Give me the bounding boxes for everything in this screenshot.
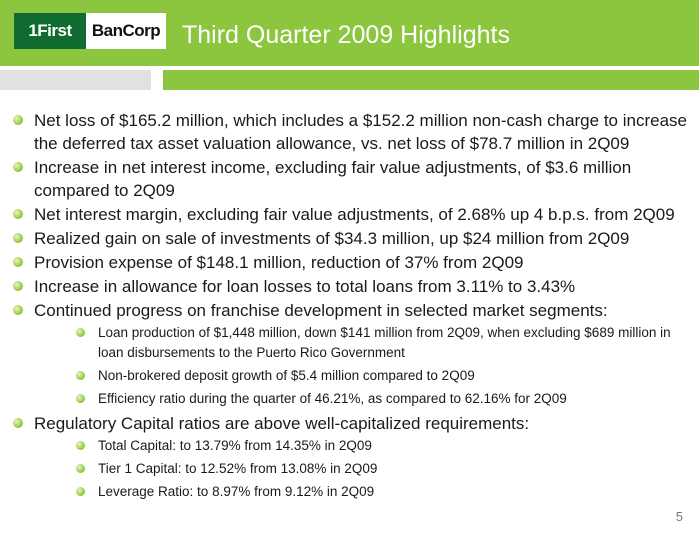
sub-bullet-dot-icon (76, 441, 85, 450)
bullet-dot-icon (13, 281, 23, 291)
bullet-item (10, 156, 694, 202)
bullet-text: Net interest margin, excluding fair value adjustments, of 2.68% up 4 b.p.s. from 2Q09 (34, 205, 675, 224)
gray-divider-strip (0, 70, 151, 90)
firstbancorp-logo (14, 13, 166, 49)
bullet-item (10, 203, 694, 226)
bullet-dot-icon (13, 209, 23, 219)
bullet-dot-icon (13, 305, 23, 315)
green-divider-strip (163, 70, 699, 90)
bullet-text: Increase in net interest income, excluding fair value adjustments, of $3.6 million compared to 2Q09 (34, 158, 632, 200)
sub-bullet-text: Efficiency ratio during the quarter of 46.21%, as compared to 62.16% for 2Q09 (98, 391, 567, 406)
sub-bullet-dot-icon (76, 371, 85, 380)
bullet-text: Provision expense of $148.1 million, reduction of 37% from 2Q09 (34, 253, 524, 272)
bullet-dot-icon (13, 257, 23, 267)
bullet-text: Regulatory Capital ratios are above well-capitalized requirements: (34, 414, 530, 433)
logo-bancorp-text: BanCorp (91, 21, 161, 40)
bullet-item (10, 251, 694, 274)
bullet-dot-icon (13, 162, 23, 172)
bullet-text: Net loss of $165.2 million, which includes a $152.2 million non-cash charge to increase the deferred tax asset valuation allowance, vs. net loss of $78.7 million in 2Q09 (34, 111, 687, 153)
sub-bullet-dot-icon (76, 487, 85, 496)
sub-bullet-item (10, 436, 694, 456)
bullet-text: Continued progress on franchise development in selected market segments: (34, 301, 608, 320)
sub-bullet-item (10, 482, 694, 502)
sub-bullet-item (10, 389, 694, 409)
page-number: 5 (675, 509, 683, 524)
sub-bullet-text: Tier 1 Capital: to 12.52% from 13.08% in 2Q09 (98, 461, 378, 476)
sub-bullet-item (10, 323, 694, 363)
bullet-item (10, 299, 694, 322)
logo-first-text: 1First (14, 13, 86, 49)
sub-bullet-text: Non-brokered deposit growth of $5.4 million compared to 2Q09 (98, 368, 475, 383)
bullet-item (10, 109, 694, 155)
sub-bullet-text: Total Capital: to 13.79% from 14.35% in 2Q09 (98, 438, 372, 453)
sub-bullet-item (10, 459, 694, 479)
sub-bullet-text: Loan production of $1,448 million, down $141 million from 2Q09, when excluding $689 million in loan disbursements to the Puerto Rico Government (98, 325, 671, 360)
bullet-text: Increase in allowance for loan losses to total loans from 3.11% to 3.43% (34, 277, 576, 296)
sub-bullet-text: Leverage Ratio: to 8.97% from 9.12% in 2Q09 (98, 484, 375, 499)
bullet-item (10, 412, 694, 435)
bullet-dot-icon (13, 418, 23, 428)
header-bar (0, 0, 699, 66)
sub-bullet-dot-icon (76, 328, 85, 337)
sub-bullet-item (10, 366, 694, 386)
sub-bullet-dot-icon (76, 394, 85, 403)
sub-bullet-dot-icon (76, 464, 85, 473)
slide-title: Third Quarter 2009 Highlights (182, 21, 510, 49)
bullet-item (10, 275, 694, 298)
bullet-item (10, 227, 694, 250)
bullet-dot-icon (13, 115, 23, 125)
bullet-list (10, 109, 694, 505)
bullet-text: Realized gain on sale of investments of $34.3 million, up $24 million from 2Q09 (34, 229, 630, 248)
bullet-dot-icon (13, 233, 23, 243)
